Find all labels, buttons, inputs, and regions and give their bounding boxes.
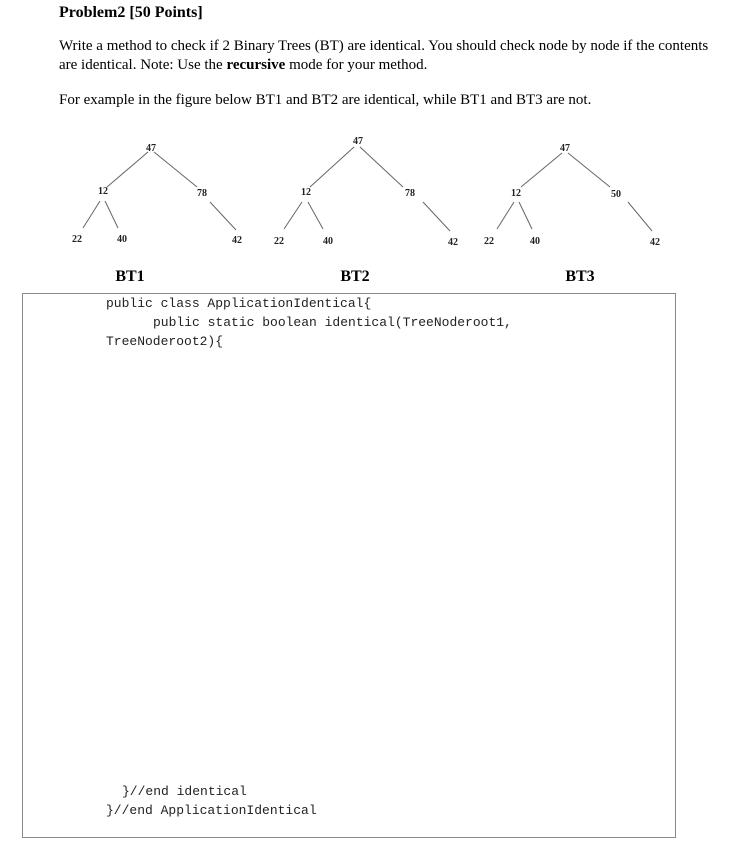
code-method-signature-cont: TreeNoderoot2){ bbox=[106, 334, 224, 349]
tree-bt1 bbox=[72, 143, 242, 285]
bt2-node-root: 47 bbox=[353, 136, 363, 147]
example-description: For example in the figure below BT1 and BT2 are identical, while BT1 and BT3 are not. bbox=[59, 92, 592, 108]
bt1-node-left: 12 bbox=[98, 186, 108, 197]
code-end-identical: }//end identical bbox=[122, 784, 247, 799]
bt2-node-left: 12 bbox=[301, 187, 311, 198]
bt3-node-right: 50 bbox=[611, 189, 621, 200]
bt2-node-right: 78 bbox=[405, 188, 415, 199]
bt3-label: BT3 bbox=[565, 268, 595, 285]
description-bold-recursive: recursive bbox=[226, 57, 286, 73]
bt3-node-left-left: 22 bbox=[484, 236, 494, 247]
code-class-declaration: public class ApplicationIdentical{ bbox=[106, 296, 372, 311]
bt2-node-right-right: 42 bbox=[448, 237, 458, 248]
bt2-label: BT2 bbox=[340, 268, 370, 285]
bt1-node-right-right: 42 bbox=[232, 235, 242, 246]
bt1-node-right: 78 bbox=[197, 188, 207, 199]
bt1-label: BT1 bbox=[115, 268, 145, 285]
binary-trees-figure bbox=[0, 130, 736, 290]
tree-bt3 bbox=[484, 143, 660, 285]
bt1-node-left-left: 22 bbox=[72, 234, 82, 245]
bt3-node-right-right: 42 bbox=[650, 237, 660, 248]
description-text-a: Write a method to check if 2 Binary Trees (BT) are identical. You should check node by node if the contents are identical. Note: Use the bbox=[59, 38, 709, 73]
bt2-node-left-left: 22 bbox=[274, 236, 284, 247]
problem-description bbox=[59, 37, 719, 75]
bt1-node-root: 47 bbox=[146, 143, 156, 154]
code-method-signature: public static boolean identical(TreeNoderoot1, bbox=[153, 315, 512, 330]
bt2-node-left-right: 40 bbox=[323, 236, 333, 247]
problem-heading: Problem2 [50 Points] bbox=[59, 4, 203, 21]
bt3-node-left: 12 bbox=[511, 188, 521, 199]
tree-bt2 bbox=[274, 136, 458, 285]
bt3-node-root: 47 bbox=[560, 143, 570, 154]
bt3-node-left-right: 40 bbox=[530, 236, 540, 247]
description-text-b: mode for your method. bbox=[285, 57, 428, 73]
bt1-node-left-right: 40 bbox=[117, 234, 127, 245]
code-end-class: }//end ApplicationIdentical bbox=[106, 803, 317, 818]
answer-box[interactable] bbox=[22, 293, 676, 838]
